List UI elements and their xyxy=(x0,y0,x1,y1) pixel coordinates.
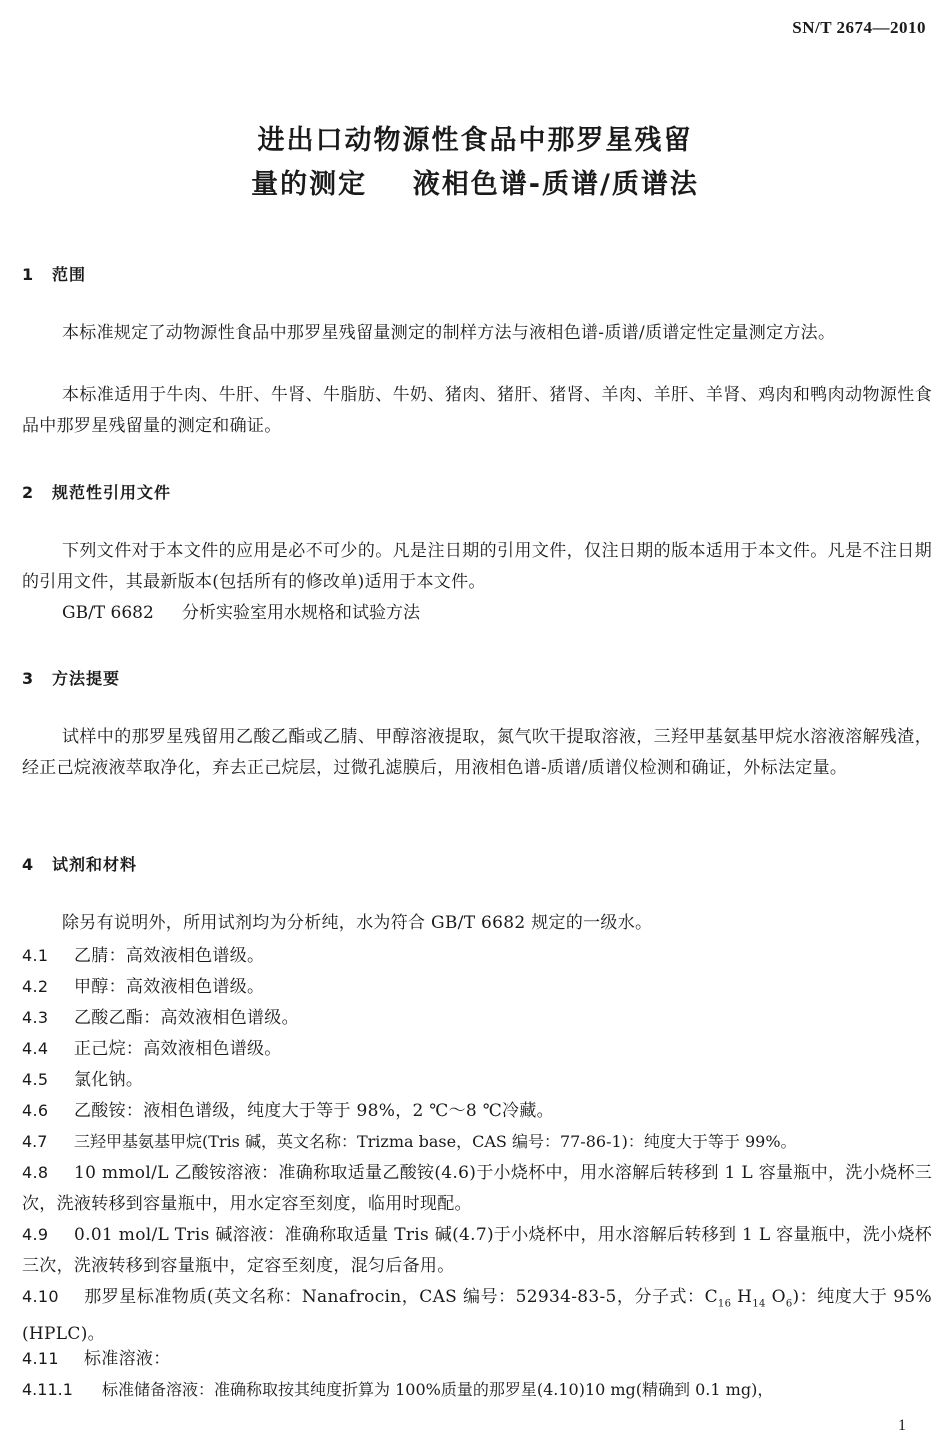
clause-4-11-1 xyxy=(22,1374,932,1405)
clause-4-1 xyxy=(22,940,932,972)
section-2-heading xyxy=(22,480,171,503)
clause-4-3 xyxy=(22,1002,932,1034)
clause-text: 标准储备溶液：准确称取按其纯度折算为 100%质量的那罗星(4.10)10 mg(精确到 0.1 mg)， xyxy=(102,1380,774,1399)
section-title: 范围 xyxy=(52,265,87,284)
clause-4-9 xyxy=(22,1219,932,1282)
clause-text: 乙酸乙酯：高效液相色谱级。 xyxy=(74,1008,299,1028)
clause-number: 4.8 xyxy=(22,1163,49,1182)
clause-text: 三羟甲基氨基甲烷(Tris 碱，英文名称：Trizma base，CAS 编号：77-86-1)：纯度大于等于 99%。 xyxy=(74,1132,797,1151)
clause-number: 4.3 xyxy=(22,1008,49,1027)
section-2-paragraph-1: 下列文件对于本文件的应用是必不可少的。凡是注日期的引用文件，仅注日期的版本适用于本文件。凡是不注日期的引用文件，其最新版本(包括所有的修改单)适用于本文件。 xyxy=(22,541,932,592)
clause-text: 那罗星标准物质(英文名称：Nanafrocin，CAS 编号：52934-83-5，分子式：C xyxy=(84,1287,718,1307)
clause-text: 氯化钠。 xyxy=(74,1070,144,1090)
clause-number: 4.4 xyxy=(22,1039,49,1058)
section-title: 试剂和材料 xyxy=(52,855,138,874)
reference-code: GB/T 6682 xyxy=(62,603,154,623)
clause-4-7 xyxy=(22,1126,932,1157)
section-title: 方法提要 xyxy=(52,669,121,688)
clause-4-4 xyxy=(22,1033,932,1065)
clause-4-10 xyxy=(22,1281,932,1350)
section-title: 规范性引用文件 xyxy=(52,483,172,502)
page-number: 1 xyxy=(898,1417,906,1434)
reference-title: 分析实验室用水规格和试验方法 xyxy=(182,603,420,623)
clause-4-2 xyxy=(22,971,932,1003)
clause-text: 0.01 mol/L Tris 碱溶液：准确称取适量 Tris 碱(4.7)于小烧杯中，用水溶解后转移到 1 L 容量瓶中，洗小烧杯三次，洗液转移到容量瓶中，定容至刻度，混匀后备用。 xyxy=(22,1225,932,1276)
clause-text: 正己烷：高效液相色谱级。 xyxy=(74,1039,282,1059)
clause-4-6 xyxy=(22,1095,932,1127)
section-4-intro: 除另有说明外，所用试剂均为分析纯，水为符合 GB/T 6682 规定的一级水。 xyxy=(62,913,653,933)
clause-text: O xyxy=(765,1287,786,1307)
clause-number: 4.10 xyxy=(22,1287,59,1306)
section-number: 1 xyxy=(22,265,35,284)
clause-4-11 xyxy=(22,1343,932,1375)
clause-number: 4.6 xyxy=(22,1101,49,1120)
doc-title-line2: 量的测定 液相色谱-质谱/质谱法 xyxy=(251,169,699,200)
subscript-h: 14 xyxy=(752,1298,766,1310)
clause-text: 乙腈：高效液相色谱级。 xyxy=(74,946,265,966)
standard-number: SN/T 2674—2010 xyxy=(792,18,926,37)
section-3-paragraph-1: 试样中的那罗星残留用乙酸乙酯或乙腈、甲醇溶液提取，氮气吹干提取溶液，三羟甲基氨基甲烷水溶液溶解残渣，经正己烷液液萃取净化，弃去正己烷层，过微孔滤膜后，用液相色谱-质谱/质谱仪检测和确证，外标法定量。 xyxy=(22,727,932,778)
clause-text: 甲醇：高效液相色谱级。 xyxy=(74,977,265,997)
normative-reference xyxy=(62,598,420,629)
section-1-paragraph-1: 本标准规定了动物源性食品中那罗星残留量测定的制样方法与液相色谱-质谱/质谱定性定量测定方法。 xyxy=(62,323,836,343)
section-number: 2 xyxy=(22,483,35,502)
subscript-c: 16 xyxy=(717,1298,732,1310)
section-number: 4 xyxy=(22,855,35,874)
clause-number: 4.9 xyxy=(22,1225,49,1244)
clause-4-8 xyxy=(22,1157,932,1220)
section-4-heading xyxy=(22,852,137,875)
section-1-paragraph-2: 本标准适用于牛肉、牛肝、牛肾、牛脂肪、牛奶、猪肉、猪肝、猪肾、羊肉、羊肝、羊肾、鸡肉和鸭肉动物源性食品中那罗星残留量的测定和确证。 xyxy=(22,385,932,436)
subscript-o: 6 xyxy=(785,1298,793,1310)
clause-number: 4.2 xyxy=(22,977,49,996)
section-1-heading xyxy=(22,262,86,285)
clause-text: 10 mmol/L 乙酸铵溶液：准确称取适量乙酸铵(4.6)于小烧杯中，用水溶解后转移到 1 L 容量瓶中，洗小烧杯三次，洗液转移到容量瓶中，用水定容至刻度，临用时现配。 xyxy=(22,1163,932,1214)
clause-text: H xyxy=(731,1287,753,1307)
clause-4-5 xyxy=(22,1064,932,1096)
clause-number: 4.11 xyxy=(22,1349,59,1368)
clause-number: 4.5 xyxy=(22,1070,49,1089)
clause-text: 标准溶液： xyxy=(84,1349,171,1369)
section-number: 3 xyxy=(22,669,35,688)
clause-text: 乙酸铵：液相色谱级，纯度大于等于 98%，2 ℃～8 ℃冷藏。 xyxy=(74,1101,554,1121)
clause-number: 4.1 xyxy=(22,946,49,965)
clause-number: 4.11.1 xyxy=(22,1380,73,1399)
clause-number: 4.7 xyxy=(22,1132,48,1151)
doc-title-line1: 进出口动物源性食品中那罗星残留 xyxy=(257,125,693,156)
clause-text: )：纯度大于 95%(HPLC)。 xyxy=(22,1287,932,1345)
section-3-heading xyxy=(22,666,120,689)
